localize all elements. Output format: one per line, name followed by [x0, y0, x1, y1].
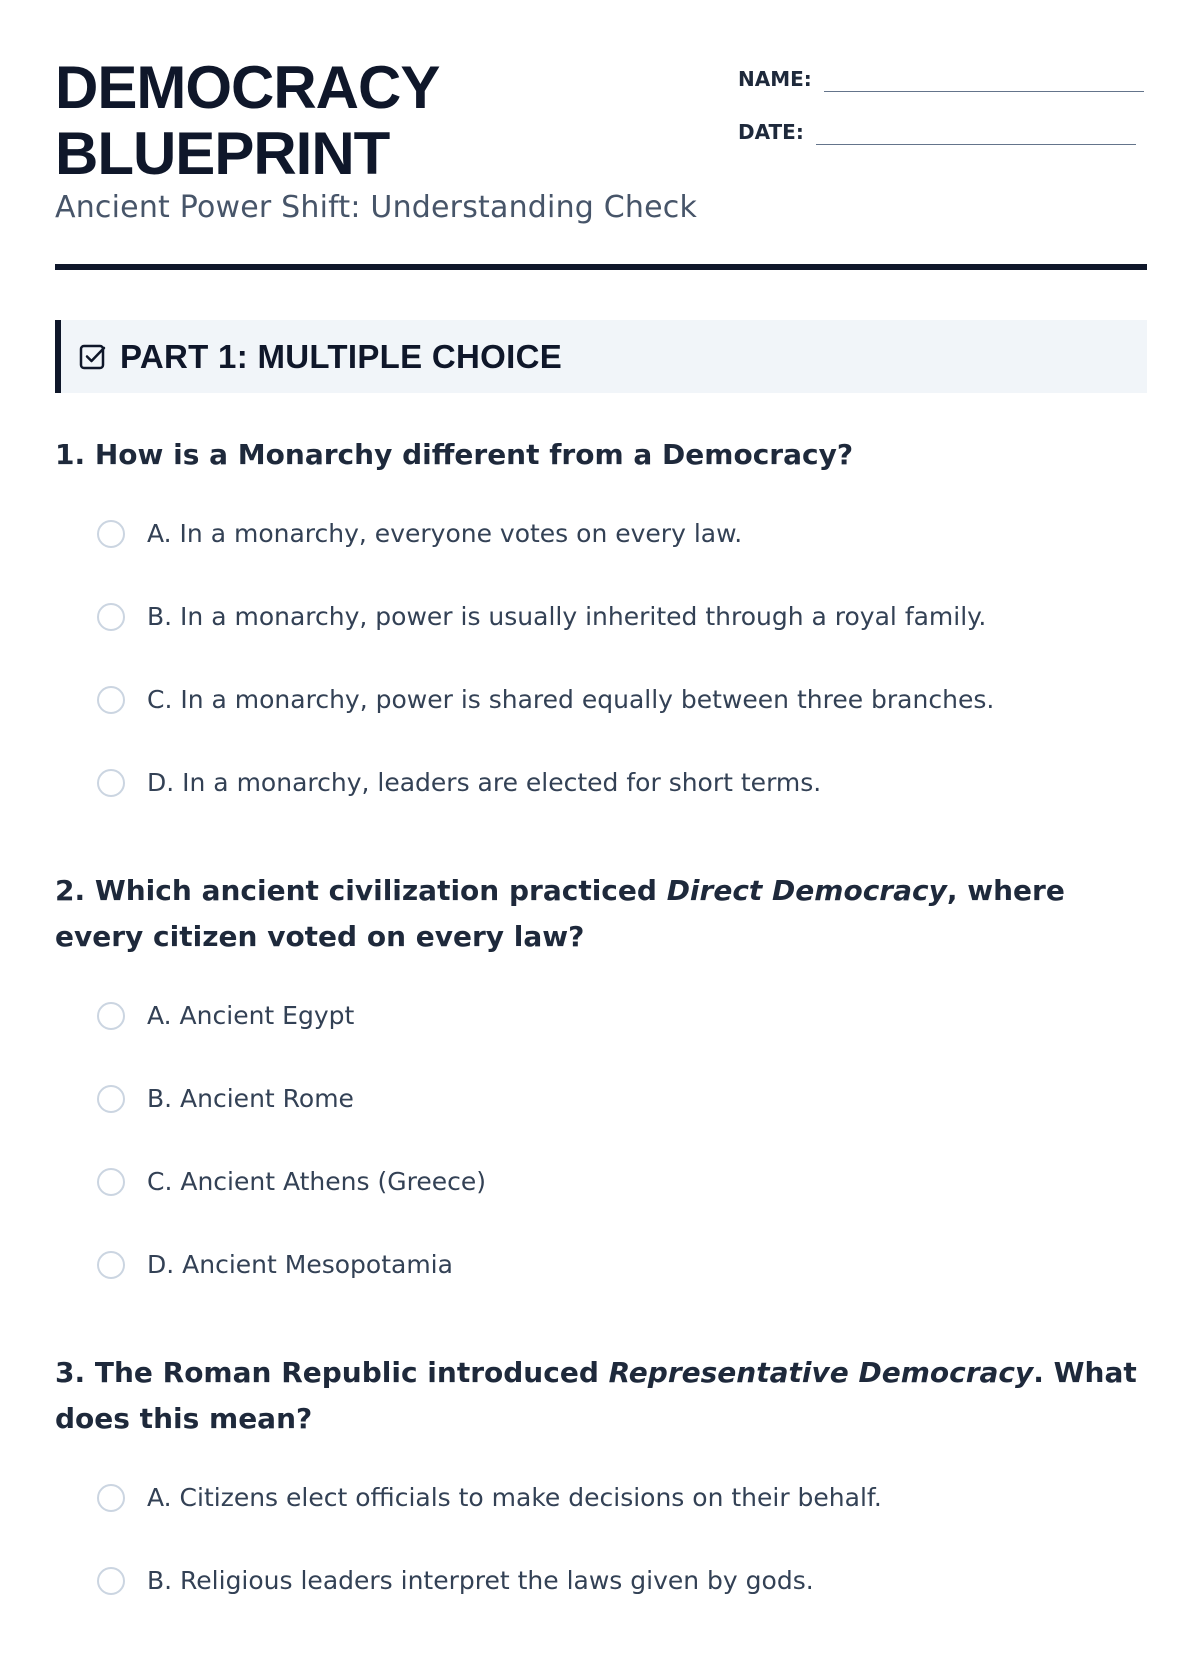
question-text-prefix: 1. How is a Monarchy different from a Democracy? [55, 438, 854, 471]
question-text [55, 1350, 1147, 1442]
radio-button[interactable] [97, 1251, 125, 1279]
question-1 [55, 432, 1147, 824]
section-header-part-1 [55, 320, 1147, 393]
question-text [55, 868, 1147, 960]
option-c[interactable] [55, 658, 1147, 741]
option-d[interactable] [55, 1223, 1147, 1306]
option-label: C. In a monarchy, power is shared equally between three branches. [147, 685, 995, 714]
option-b[interactable] [55, 1057, 1147, 1140]
radio-button[interactable] [97, 1002, 125, 1030]
option-label: A. In a monarchy, everyone votes on every law. [147, 519, 743, 548]
question-text-prefix: 2. Which ancient civilization practiced [55, 874, 667, 907]
section-title: PART 1: MULTIPLE CHOICE [120, 337, 563, 375]
radio-button[interactable] [97, 1168, 125, 1196]
option-label: B. Ancient Rome [147, 1084, 354, 1113]
date-label: DATE: [738, 120, 804, 144]
date-field[interactable] [738, 111, 1148, 147]
title-line-1: DEMOCRACY [55, 54, 440, 121]
name-input-line[interactable] [824, 91, 1144, 92]
radio-button[interactable] [97, 603, 125, 631]
radio-button[interactable] [97, 1567, 125, 1595]
option-label: C. Ancient Athens (Greece) [147, 1167, 486, 1196]
option-label: A. Citizens elect officials to make decisions on their behalf. [147, 1483, 882, 1512]
radio-button[interactable] [97, 1085, 125, 1113]
title-line-2: BLUEPRINT [55, 120, 390, 187]
question-list [55, 432, 1147, 1666]
question-text-prefix: 3. The Roman Republic introduced [55, 1356, 609, 1389]
option-label: A. Ancient Egypt [147, 1001, 355, 1030]
worksheet-header [55, 0, 1147, 270]
worksheet-title [55, 55, 439, 187]
option-b[interactable] [55, 575, 1147, 658]
question-2 [55, 868, 1147, 1306]
option-label: B. Religious leaders interpret the laws given by gods. [147, 1566, 814, 1595]
checkbox-icon [78, 342, 108, 372]
radio-button[interactable] [97, 769, 125, 797]
question-text-suffix: . What does this mean? [55, 1356, 1137, 1435]
student-info-fields [738, 58, 1148, 164]
option-a[interactable] [55, 974, 1147, 1057]
option-label: D. Ancient Mesopotamia [147, 1250, 453, 1279]
worksheet-page [55, 0, 1147, 1595]
radio-button[interactable] [97, 1484, 125, 1512]
question-text-emphasis: Representative Democracy [608, 1356, 1034, 1389]
option-c[interactable] [55, 1140, 1147, 1223]
radio-button[interactable] [97, 520, 125, 548]
option-a[interactable] [55, 1456, 1147, 1539]
question-text-suffix: , where every citizen voted on every law? [55, 874, 1065, 953]
question-text-emphasis: Direct Democracy [666, 874, 947, 907]
option-d[interactable] [55, 741, 1147, 824]
option-label: B. In a monarchy, power is usually inherited through a royal family. [147, 602, 987, 631]
radio-button[interactable] [97, 686, 125, 714]
question-text [55, 432, 1147, 478]
name-label: NAME: [738, 67, 812, 91]
option-a[interactable] [55, 492, 1147, 575]
question-3 [55, 1350, 1147, 1622]
date-input-line[interactable] [816, 144, 1136, 145]
option-label: D. In a monarchy, leaders are elected for short terms. [147, 768, 822, 797]
name-field[interactable] [738, 58, 1148, 94]
worksheet-subtitle: Ancient Power Shift: Understanding Check [55, 190, 698, 225]
option-b[interactable] [55, 1539, 1147, 1622]
